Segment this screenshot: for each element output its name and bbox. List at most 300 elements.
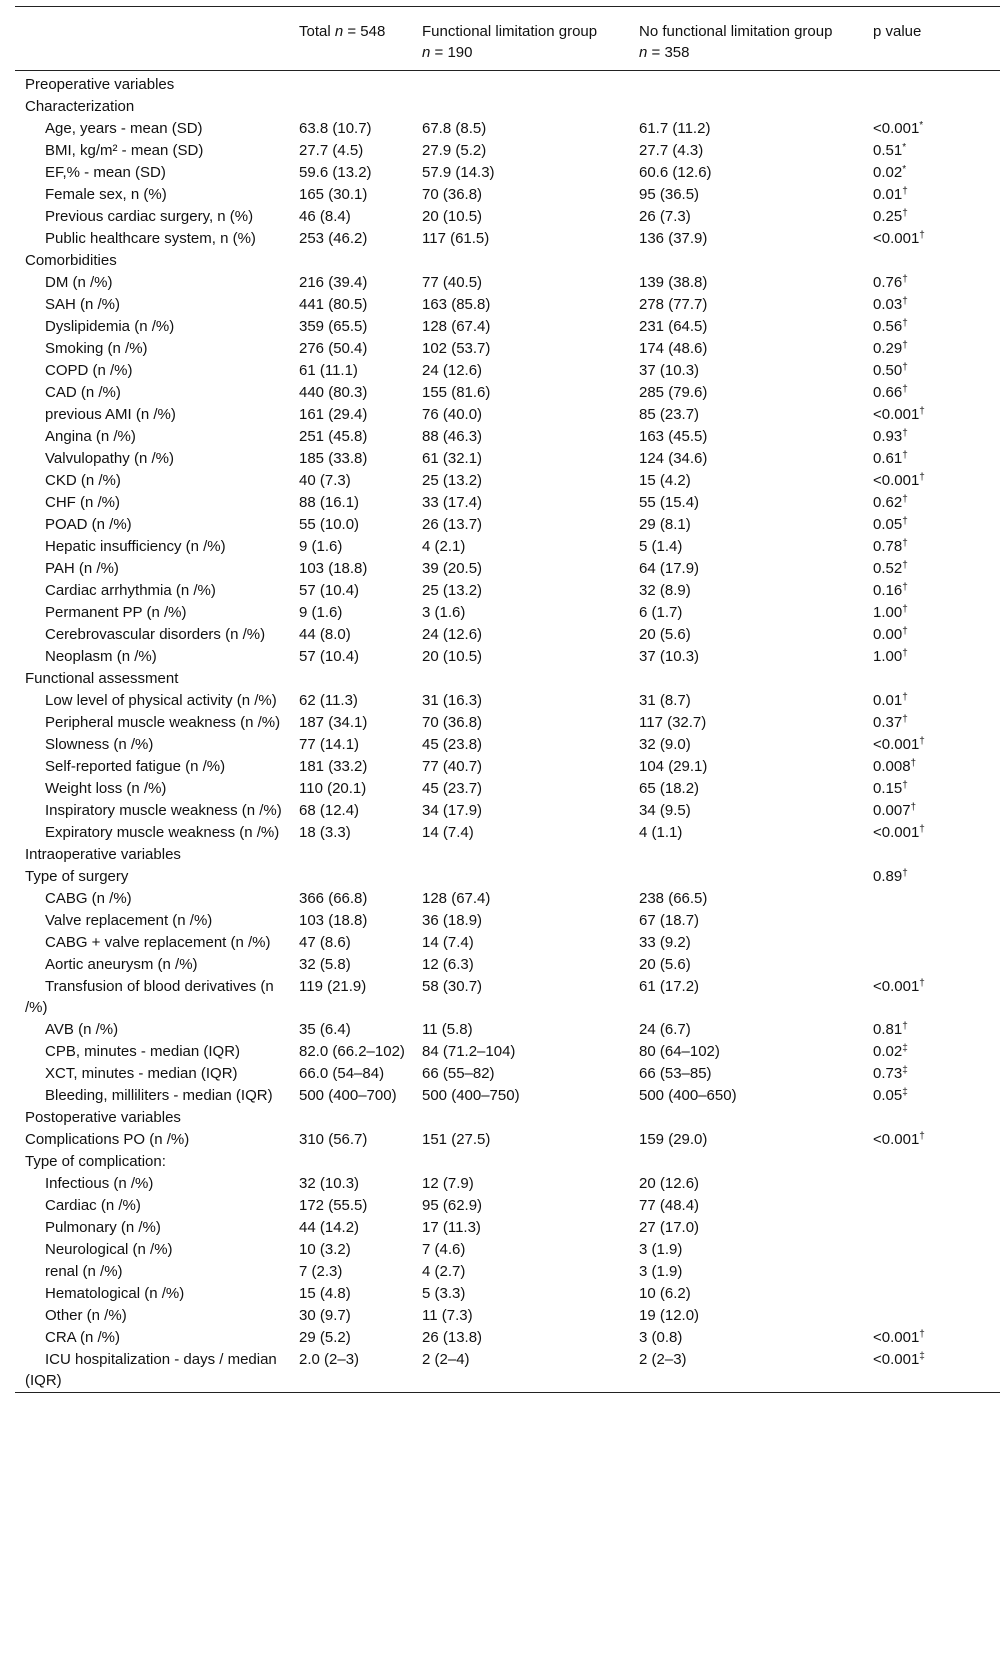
cell-total: 44 (8.0)	[299, 626, 351, 643]
row-label: Inspiratory muscle weakness (n /%)	[45, 802, 282, 819]
cell-total: 27.7 (4.5)	[299, 142, 364, 159]
cell-total: 103 (18.8)	[299, 912, 368, 929]
cell-p-value	[873, 1107, 1000, 1129]
cell-p-value	[873, 624, 1000, 646]
table-row	[15, 272, 1000, 294]
table-row	[15, 800, 1000, 822]
cell-total: 2.0 (2–3)	[299, 1351, 360, 1368]
cell-functional-limitation: 155 (81.6)	[422, 384, 491, 401]
row-label: Cardiac (n /%)	[45, 1197, 141, 1214]
cell-p-value	[873, 162, 1000, 184]
row-label: ICU hospitalization - days / median (IQR)	[25, 1351, 277, 1389]
p-value-test-marker: †	[902, 582, 908, 593]
cell-functional-limitation	[422, 866, 639, 888]
cell-functional-limitation: 77 (40.7)	[422, 758, 483, 775]
header-fl-count: = 190	[430, 44, 473, 61]
p-value-test-marker: †	[919, 736, 925, 747]
cell-no-functional-limitation	[639, 866, 873, 888]
p-value-text: 0.78	[873, 538, 903, 555]
p-value-test-marker: *	[902, 142, 907, 153]
cell-no-functional-limitation: 64 (17.9)	[639, 560, 700, 577]
table-row	[15, 228, 1000, 250]
cell-total: 30 (9.7)	[299, 1307, 351, 1324]
row-label: previous AMI (n /%)	[45, 406, 176, 423]
row-label: CABG + valve replacement (n /%)	[45, 934, 271, 951]
p-value-test-marker: †	[902, 494, 908, 505]
cell-total: 35 (6.4)	[299, 1021, 351, 1038]
section-label: Characterization	[25, 98, 135, 115]
p-value-text: <0.001	[873, 978, 920, 995]
p-value-test-marker: ‡	[902, 1065, 908, 1076]
p-value-test-marker: †	[919, 978, 925, 989]
table-row	[15, 470, 1000, 492]
p-value-text: 0.02	[873, 164, 903, 181]
cell-total: 57 (10.4)	[299, 582, 360, 599]
p-value-text: 0.62	[873, 494, 903, 511]
cell-total: 66.0 (54–84)	[299, 1065, 385, 1082]
cell-p-value	[873, 866, 1000, 888]
header-fl-group	[422, 7, 639, 71]
cell-p-value	[873, 514, 1000, 536]
cell-no-functional-limitation: 61.7 (11.2)	[639, 120, 711, 137]
p-value-text: 0.76	[873, 274, 903, 291]
cell-no-functional-limitation: 27.7 (4.3)	[639, 142, 704, 159]
cell-p-value	[873, 1041, 1000, 1063]
cell-functional-limitation: 76 (40.0)	[422, 406, 483, 423]
row-label: Permanent PP (n /%)	[45, 604, 187, 621]
cell-no-functional-limitation: 37 (10.3)	[639, 362, 700, 379]
cell-no-functional-limitation: 27 (17.0)	[639, 1219, 700, 1236]
p-value-text: 1.00	[873, 648, 903, 665]
cell-p-value	[873, 448, 1000, 470]
cell-p-value	[873, 646, 1000, 668]
row-label: Female sex, n (%)	[45, 186, 167, 203]
cell-total: 40 (7.3)	[299, 472, 351, 489]
cell-no-functional-limitation: 20 (12.6)	[639, 1175, 700, 1192]
cell-total	[299, 71, 422, 97]
cell-functional-limitation: 5 (3.3)	[422, 1285, 466, 1302]
row-label: Neurological (n /%)	[45, 1241, 173, 1258]
p-value-text: 0.01	[873, 186, 903, 203]
cell-total: 440 (80.3)	[299, 384, 368, 401]
p-value-text: 0.51	[873, 142, 903, 159]
cell-p-value	[873, 206, 1000, 228]
cell-no-functional-limitation: 4 (1.1)	[639, 824, 683, 841]
p-value-text: 0.01	[873, 692, 903, 709]
row-label: POAD (n /%)	[45, 516, 132, 533]
cell-total: 68 (12.4)	[299, 802, 360, 819]
cell-p-value	[873, 580, 1000, 602]
cell-functional-limitation: 14 (7.4)	[422, 824, 474, 841]
row-label: Hematological (n /%)	[45, 1285, 185, 1302]
p-value-text: 0.03	[873, 296, 903, 313]
cell-functional-limitation: 3 (1.6)	[422, 604, 466, 621]
cell-no-functional-limitation: 61 (17.2)	[639, 978, 700, 995]
cell-total: 46 (8.4)	[299, 208, 351, 225]
cell-total: 44 (14.2)	[299, 1219, 360, 1236]
cell-no-functional-limitation: 77 (48.4)	[639, 1197, 700, 1214]
cell-p-value	[873, 294, 1000, 316]
p-value-text: <0.001	[873, 120, 920, 137]
cell-total: 161 (29.4)	[299, 406, 368, 423]
cell-p-value	[873, 932, 1000, 954]
table-row	[15, 734, 1000, 756]
table-row	[15, 1305, 1000, 1327]
cell-no-functional-limitation: 174 (48.6)	[639, 340, 708, 357]
cell-p-value	[873, 1305, 1000, 1327]
p-value-text: 0.81	[873, 1021, 903, 1038]
table-row	[15, 1173, 1000, 1195]
p-value-text: 0.25	[873, 208, 903, 225]
cell-functional-limitation: 17 (11.3)	[422, 1219, 481, 1236]
table-row	[15, 71, 1000, 97]
cell-p-value	[873, 492, 1000, 514]
cell-p-value	[873, 96, 1000, 118]
cell-p-value	[873, 954, 1000, 976]
table-row	[15, 954, 1000, 976]
cell-total	[299, 1107, 422, 1129]
table-row	[15, 624, 1000, 646]
cell-p-value	[873, 360, 1000, 382]
cell-p-value	[873, 844, 1000, 866]
p-value-test-marker: †	[902, 428, 908, 439]
p-value-text: 0.56	[873, 318, 903, 335]
section-label: Type of surgery	[25, 868, 129, 885]
row-label: Smoking (n /%)	[45, 340, 148, 357]
row-label: Infectious (n /%)	[45, 1175, 154, 1192]
cell-no-functional-limitation: 32 (8.9)	[639, 582, 691, 599]
cell-no-functional-limitation: 238 (66.5)	[639, 890, 708, 907]
p-value-text: 0.61	[873, 450, 903, 467]
header-total-label: Total	[299, 23, 331, 40]
cell-p-value	[873, 338, 1000, 360]
cell-p-value	[873, 1327, 1000, 1349]
p-value-test-marker: †	[902, 362, 908, 373]
cell-no-functional-limitation: 34 (9.5)	[639, 802, 691, 819]
cell-total: 82.0 (66.2–102)	[299, 1043, 405, 1060]
cell-no-functional-limitation	[639, 668, 873, 690]
row-label: Aortic aneurysm (n /%)	[45, 956, 198, 973]
cell-p-value	[873, 1283, 1000, 1305]
row-label: Cardiac arrhythmia (n /%)	[45, 582, 216, 599]
header-total-count: = 548	[343, 23, 386, 40]
cell-no-functional-limitation: 285 (79.6)	[639, 384, 708, 401]
table-row	[15, 646, 1000, 668]
cell-p-value	[873, 184, 1000, 206]
row-label: Age, years - mean (SD)	[45, 120, 203, 137]
cell-functional-limitation: 11 (5.8)	[422, 1021, 473, 1038]
section-label: Intraoperative variables	[25, 846, 181, 863]
p-value-text: <0.001	[873, 1131, 920, 1148]
p-value-test-marker: †	[902, 516, 908, 527]
cell-total: 251 (45.8)	[299, 428, 368, 445]
table-row	[15, 162, 1000, 184]
row-label: Low level of physical activity (n /%)	[45, 692, 277, 709]
cell-no-functional-limitation: 31 (8.7)	[639, 692, 691, 709]
table-row	[15, 514, 1000, 536]
p-value-test-marker: ‡	[902, 1043, 908, 1054]
table-header	[15, 7, 1000, 71]
p-value-text: 1.00	[873, 604, 903, 621]
cell-no-functional-limitation: 5 (1.4)	[639, 538, 683, 555]
cell-no-functional-limitation: 10 (6.2)	[639, 1285, 691, 1302]
table-row	[15, 756, 1000, 778]
p-value-text: 0.16	[873, 582, 903, 599]
p-value-text: 0.05	[873, 516, 903, 533]
cell-no-functional-limitation	[639, 1151, 873, 1173]
cell-no-functional-limitation: 32 (9.0)	[639, 736, 691, 753]
cell-no-functional-limitation: 65 (18.2)	[639, 780, 700, 797]
cell-total: 185 (33.8)	[299, 450, 368, 467]
cell-total: 62 (11.3)	[299, 692, 358, 709]
cell-no-functional-limitation	[639, 71, 873, 97]
table-row	[15, 1107, 1000, 1129]
header-total-n: n	[334, 23, 344, 40]
cell-functional-limitation: 61 (32.1)	[422, 450, 483, 467]
p-value-test-marker: †	[902, 648, 908, 659]
row-label: SAH (n /%)	[45, 296, 121, 313]
cell-functional-limitation: 24 (12.6)	[422, 626, 483, 643]
cell-total	[299, 668, 422, 690]
cell-total: 77 (14.1)	[299, 736, 360, 753]
p-value-test-marker: †	[902, 318, 908, 329]
header-nfl-label: No functional limitation group	[639, 23, 833, 40]
table-row	[15, 1129, 1000, 1151]
cell-no-functional-limitation: 24 (6.7)	[639, 1021, 691, 1038]
cell-total: 172 (55.5)	[299, 1197, 368, 1214]
cell-no-functional-limitation: 55 (15.4)	[639, 494, 700, 511]
cell-p-value	[873, 1261, 1000, 1283]
p-value-test-marker: †	[902, 626, 908, 637]
table-row	[15, 1085, 1000, 1107]
cell-functional-limitation: 33 (17.4)	[422, 494, 483, 511]
p-value-test-marker: †	[919, 406, 925, 417]
table-row	[15, 140, 1000, 162]
table-row	[15, 184, 1000, 206]
table-row	[15, 382, 1000, 404]
p-value-test-marker: †	[919, 472, 925, 483]
cell-total: 61 (11.1)	[299, 362, 358, 379]
cell-total: 216 (39.4)	[299, 274, 368, 291]
cell-functional-limitation: 24 (12.6)	[422, 362, 483, 379]
cell-no-functional-limitation: 3 (1.9)	[639, 1241, 683, 1258]
cell-no-functional-limitation: 20 (5.6)	[639, 626, 691, 643]
p-value-text: 0.52	[873, 560, 903, 577]
table-row	[15, 668, 1000, 690]
p-value-test-marker: †	[902, 208, 908, 219]
cell-p-value	[873, 272, 1000, 294]
p-value-text: 0.008	[873, 758, 911, 775]
cell-p-value	[873, 1349, 1000, 1393]
cell-total: 57 (10.4)	[299, 648, 360, 665]
table-row	[15, 360, 1000, 382]
p-value-text: 0.05	[873, 1087, 903, 1104]
cell-p-value	[873, 1239, 1000, 1261]
cell-total: 110 (20.1)	[299, 780, 367, 797]
p-value-text: 0.73	[873, 1065, 903, 1082]
p-value-test-marker: †	[902, 340, 908, 351]
table-row	[15, 932, 1000, 954]
p-value-text: 0.37	[873, 714, 903, 731]
cell-functional-limitation	[422, 71, 639, 97]
row-label: Other (n /%)	[45, 1307, 127, 1324]
p-value-test-marker: †	[902, 538, 908, 549]
cell-no-functional-limitation: 15 (4.2)	[639, 472, 691, 489]
cell-no-functional-limitation: 278 (77.7)	[639, 296, 708, 313]
cell-functional-limitation: 67.8 (8.5)	[422, 120, 487, 137]
cell-total: 88 (16.1)	[299, 494, 360, 511]
cell-total: 253 (46.2)	[299, 230, 368, 247]
header-p-value: p value	[873, 23, 922, 40]
cell-p-value	[873, 316, 1000, 338]
cell-p-value	[873, 756, 1000, 778]
cell-total: 18 (3.3)	[299, 824, 351, 841]
p-value-test-marker: †	[902, 1021, 908, 1032]
cell-functional-limitation	[422, 250, 639, 272]
cell-functional-limitation: 14 (7.4)	[422, 934, 474, 951]
cell-functional-limitation: 45 (23.8)	[422, 736, 483, 753]
p-value-test-marker: ‡	[902, 1087, 908, 1098]
p-value-test-marker: †	[902, 450, 908, 461]
header-nfl-count: = 358	[647, 44, 690, 61]
cell-functional-limitation: 58 (30.7)	[422, 978, 483, 995]
row-label: CHF (n /%)	[45, 494, 120, 511]
table-row	[15, 778, 1000, 800]
p-value-test-marker: †	[902, 780, 908, 791]
cell-no-functional-limitation: 500 (400–650)	[639, 1087, 737, 1104]
cell-p-value	[873, 470, 1000, 492]
cell-p-value	[873, 712, 1000, 734]
cell-p-value	[873, 602, 1000, 624]
cell-no-functional-limitation: 117 (32.7)	[639, 714, 707, 731]
cell-functional-limitation: 34 (17.9)	[422, 802, 483, 819]
cell-total: 63.8 (10.7)	[299, 120, 372, 137]
section-label: Preoperative variables	[25, 76, 175, 93]
cell-p-value	[873, 118, 1000, 140]
cell-functional-limitation: 2 (2–4)	[422, 1351, 470, 1368]
p-value-text: <0.001	[873, 1329, 920, 1346]
cell-p-value	[873, 1063, 1000, 1085]
p-value-test-marker: *	[902, 164, 907, 175]
cell-total: 165 (30.1)	[299, 186, 368, 203]
table-row	[15, 1261, 1000, 1283]
cell-functional-limitation: 12 (6.3)	[422, 956, 474, 973]
cell-functional-limitation: 4 (2.1)	[422, 538, 466, 555]
cell-total: 59.6 (13.2)	[299, 164, 372, 181]
p-value-test-marker: †	[902, 274, 908, 285]
cell-no-functional-limitation: 159 (29.0)	[639, 1131, 708, 1148]
table-row	[15, 844, 1000, 866]
cell-total: 47 (8.6)	[299, 934, 351, 951]
table-row	[15, 1041, 1000, 1063]
cell-functional-limitation: 66 (55–82)	[422, 1065, 495, 1082]
row-label: Peripheral muscle weakness (n /%)	[45, 714, 281, 731]
header-row	[15, 7, 1000, 71]
row-label: Bleeding, milliliters - median (IQR)	[45, 1087, 273, 1104]
cell-no-functional-limitation: 124 (34.6)	[639, 450, 708, 467]
table-row	[15, 404, 1000, 426]
p-value-test-marker: †	[902, 560, 908, 571]
cell-no-functional-limitation: 3 (1.9)	[639, 1263, 683, 1280]
cell-total	[299, 96, 422, 118]
cell-functional-limitation: 500 (400–750)	[422, 1087, 520, 1104]
table-row	[15, 1217, 1000, 1239]
p-value-text: 0.00	[873, 626, 903, 643]
cell-functional-limitation: 70 (36.8)	[422, 186, 483, 203]
cell-no-functional-limitation: 139 (38.8)	[639, 274, 708, 291]
cell-total: 310 (56.7)	[299, 1131, 368, 1148]
row-label: Transfusion of blood derivatives (n /%)	[25, 978, 274, 1016]
cell-total: 366 (66.8)	[299, 890, 368, 907]
table-row	[15, 558, 1000, 580]
table-body	[15, 71, 1000, 1393]
cell-functional-limitation: 31 (16.3)	[422, 692, 483, 709]
cell-functional-limitation: 25 (13.2)	[422, 582, 483, 599]
p-value-test-marker: †	[902, 604, 908, 615]
cell-functional-limitation	[422, 96, 639, 118]
cell-functional-limitation	[422, 844, 639, 866]
p-value-text: 0.66	[873, 384, 903, 401]
cell-functional-limitation: 57.9 (14.3)	[422, 164, 495, 181]
p-value-test-marker: †	[902, 714, 908, 725]
p-value-test-marker: †	[902, 186, 908, 197]
cell-no-functional-limitation: 163 (45.5)	[639, 428, 708, 445]
p-value-text: <0.001	[873, 230, 920, 247]
cell-functional-limitation: 45 (23.7)	[422, 780, 483, 797]
table-row	[15, 888, 1000, 910]
cell-functional-limitation: 163 (85.8)	[422, 296, 491, 313]
cell-no-functional-limitation: 136 (37.9)	[639, 230, 708, 247]
cell-no-functional-limitation: 6 (1.7)	[639, 604, 683, 621]
table-row	[15, 1195, 1000, 1217]
cell-total	[299, 1151, 422, 1173]
row-label: DM (n /%)	[45, 274, 113, 291]
row-label: Valve replacement (n /%)	[45, 912, 213, 929]
row-label: renal (n /%)	[45, 1263, 123, 1280]
table-row	[15, 602, 1000, 624]
table-row	[15, 976, 1000, 1019]
cell-p-value	[873, 910, 1000, 932]
cell-functional-limitation: 27.9 (5.2)	[422, 142, 487, 159]
cell-p-value	[873, 558, 1000, 580]
cell-functional-limitation: 117 (61.5)	[422, 230, 490, 247]
cell-p-value	[873, 250, 1000, 272]
p-value-text: 0.50	[873, 362, 903, 379]
cell-functional-limitation	[422, 1151, 639, 1173]
cell-total: 15 (4.8)	[299, 1285, 351, 1302]
table-row	[15, 96, 1000, 118]
table-row	[15, 118, 1000, 140]
table-container	[15, 6, 1000, 1393]
table-row	[15, 690, 1000, 712]
table-row	[15, 1349, 1000, 1393]
cell-p-value	[873, 140, 1000, 162]
cell-total: 181 (33.2)	[299, 758, 368, 775]
p-value-text: 0.007	[873, 802, 911, 819]
p-value-test-marker: †	[902, 692, 908, 703]
cell-p-value	[873, 71, 1000, 97]
cell-no-functional-limitation	[639, 844, 873, 866]
cell-no-functional-limitation: 19 (12.0)	[639, 1307, 700, 1324]
row-label: Self-reported fatigue (n /%)	[45, 758, 226, 775]
row-label: PAH (n /%)	[45, 560, 119, 577]
row-label: Hepatic insufficiency (n /%)	[45, 538, 226, 555]
row-label: Public healthcare system, n (%)	[45, 230, 256, 247]
table-row	[15, 338, 1000, 360]
header-fl-n: n	[422, 44, 431, 61]
table-row	[15, 250, 1000, 272]
cell-p-value	[873, 734, 1000, 756]
